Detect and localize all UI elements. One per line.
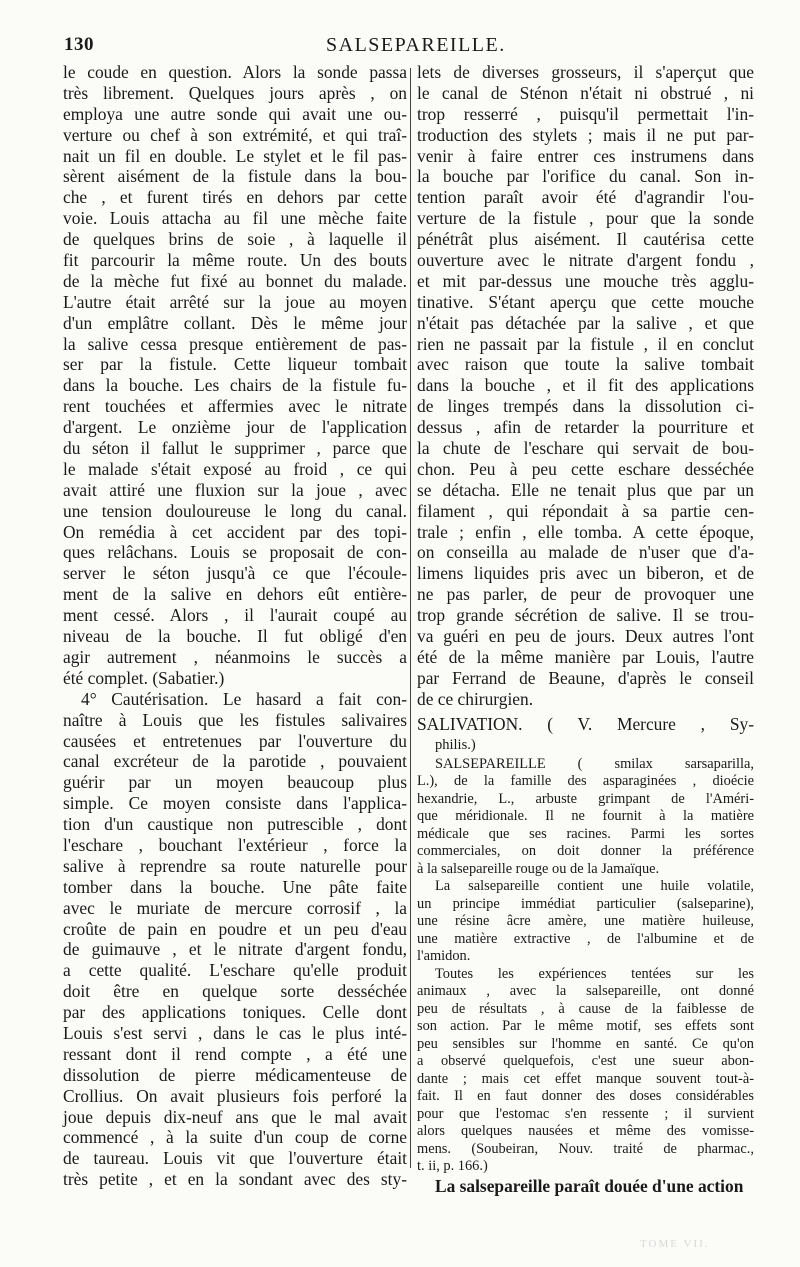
- page-header: [64, 34, 752, 62]
- text-line: de ce chirurgien.: [417, 688, 534, 709]
- text-line: le canal de Sténon n'était ni obstrué , ni: [417, 82, 754, 103]
- right-column: [417, 62, 754, 1196]
- text-line: canal excréteur de la parotide , pouvaient: [63, 751, 407, 772]
- text-line: par Ferrand de Beaune, d'après le conseil: [417, 667, 754, 688]
- left-column: [63, 62, 407, 1190]
- text-line: joue depuis dix-neuf ans que le mal avait: [63, 1106, 407, 1127]
- text-line: peu de résultats , à cause de la faiblesse de: [417, 1000, 754, 1017]
- text-line: et mit par-dessus une mouche très agglu-: [417, 270, 754, 291]
- text-line: d'argent. Le onzième jour de l'application: [63, 417, 407, 438]
- text-line: server le séton jusqu'à ce que l'écoule-: [63, 563, 407, 584]
- text-line: verture de la fistule , pour que la sonde: [417, 208, 754, 229]
- text-line: alors quelques nausées et même des vomisse-: [417, 1123, 754, 1140]
- text-line: nait un fil en double. Le stylet et le fil pas-: [63, 145, 407, 166]
- text-line: agir autrement , néanmoins le succès a: [63, 646, 407, 667]
- salsepareille-entry: [417, 756, 754, 1176]
- text-line: ouverture avec le nitrate d'argent fondu ,: [417, 250, 754, 271]
- text-line: tomber dans la bouche. Une pâte faite: [63, 876, 407, 897]
- text-line: a observé quelquefois, c'est une sueur abon-: [417, 1053, 754, 1070]
- text-line: la salive cessa presque entièrement de pas-: [63, 333, 407, 354]
- text-line: trop grande sécrétion de salive. Il se trou-: [417, 605, 754, 626]
- right-column-text: [417, 62, 754, 710]
- text-line: lets de diverses grosseurs, il s'aperçut que: [417, 62, 754, 82]
- text-line: t. ii, p. 166.): [417, 1158, 488, 1175]
- text-line: commencé , à la suite d'un coup de corne: [63, 1127, 407, 1148]
- text-line: employa une autre sonde qui avait une ou-: [63, 103, 407, 124]
- text-line: avec raison que toute la salive tombait: [417, 354, 754, 375]
- text-line: voie. Louis attacha au fil une mèche faite: [63, 208, 407, 229]
- text-line: dante ; mais cet effet manque souvent tout-à-: [417, 1070, 754, 1087]
- text-line: à la salsepareille rouge ou de la Jamaïque.: [417, 860, 660, 877]
- text-line: SALSEPAREILLE ( smilax sarsaparilla,: [435, 755, 754, 772]
- text-line: de la mèche fut fixé au bonnet du malade.: [63, 270, 407, 291]
- text-line: hexandrie, L., arbuste grimpant de l'Améri-: [417, 790, 754, 807]
- text-line: de taureau. Louis vit que l'ouverture était: [63, 1148, 407, 1169]
- text-line: ment de la salive en dehors eût entière-: [63, 584, 407, 605]
- text-line: rent touchées et affermies avec le nitrate: [63, 396, 407, 417]
- text-line: très petite , et en la sondant avec des sty-: [63, 1169, 407, 1190]
- text-line: la chute de l'eschare qui servait de bou-: [417, 438, 754, 459]
- text-line: avec le muriate de mercure corrosif , la: [63, 897, 407, 918]
- text-line: on conseilla au malade de n'user que d'a-: [417, 542, 754, 563]
- text-line: commerciales, on doit donner la préférence: [417, 843, 754, 860]
- text-line: ne pas parler, de peur de provoquer une: [417, 584, 754, 605]
- text-line: verture ou chef à son extrémité, et qui traî-: [63, 124, 407, 145]
- text-line: limens liquides pris avec un biberon, et de: [417, 563, 754, 584]
- text-line: animaux , avec la salsepareille, ont donné: [417, 983, 754, 1000]
- text-line: troduction des stylets ; mais il ne put par-: [417, 124, 754, 145]
- text-line: que méridionale. Il ne fournit à la matière: [417, 808, 754, 825]
- text-line: causées et entretenues par l'ouverture du: [63, 730, 407, 751]
- text-line: tion d'un caustique non putrescible , dont: [63, 814, 407, 835]
- salivation-entry-line1: SALIVATION. ( V. Mercure , Sy-: [417, 713, 754, 734]
- text-line: a cette qualité. L'eschare qu'elle produit: [63, 960, 407, 981]
- text-line: mens. (Soubeiran, Nouv. traité de pharmac.,: [417, 1140, 754, 1157]
- text-line: ser par la fistule. Cette liqueur tombait: [63, 354, 407, 375]
- text-line: ques relâchans. Louis se proposait de con-: [63, 542, 407, 563]
- footer-signature: TOME VII.: [640, 1238, 710, 1250]
- text-line: la bouche par l'orifice du canal. Son in-: [417, 166, 754, 187]
- page-number: 130: [64, 34, 94, 55]
- text-line: filament , qui répondait à sa partie cen-: [417, 500, 754, 521]
- text-line: de guimauve , et le nitrate d'argent fondu,: [63, 939, 407, 960]
- text-line: d'un emplâtre collant. Dès le même jour: [63, 312, 407, 333]
- text-line: n'était pas détachée par la salive , et que: [417, 312, 754, 333]
- text-line: salive à reprendre sa route naturelle pour: [63, 855, 407, 876]
- text-line: dans la bouche. Les chairs de la fistule fu-: [63, 375, 407, 396]
- text-line: guérir par un moyen beaucoup plus: [63, 772, 407, 793]
- text-line: dessus , afin de retarder la pourriture et: [417, 417, 754, 438]
- text-line: niveau de la bouche. Il fut obligé d'en: [63, 626, 407, 647]
- text-line: l'eschare , bouchant l'extérieur , force la: [63, 834, 407, 855]
- text-line: fait. Il en faut donner des doses considérables: [417, 1088, 754, 1105]
- text-line: chon. Peu à peu cette eschare desséchée: [417, 458, 754, 479]
- text-line: une résine âcre amère, une matière huileuse,: [417, 913, 754, 930]
- text-line: se détacha. Elle ne tenait plus que par un: [417, 479, 754, 500]
- text-line: venir à faire entrer ces instrumens dans: [417, 145, 754, 166]
- right-column-last-line: [417, 1176, 754, 1197]
- running-title: SALSEPAREILLE.: [326, 34, 506, 56]
- text-line: une tension douloureuse le long du canal.: [63, 500, 407, 521]
- text-line: dissolution de pierre médicamenteuse de: [63, 1064, 407, 1085]
- text-line: L.), de la famille des asparaginées , dioécie: [417, 773, 754, 790]
- text-line: rien ne passait par la fistule , il en conclut: [417, 333, 754, 354]
- text-line: le malade s'était exposé au froid , ce qui: [63, 458, 407, 479]
- text-line: pénétrât plus aisément. Il cautérisa cette: [417, 229, 754, 250]
- text-line: trop resserré , puisqu'il permettait l'in-: [417, 103, 754, 124]
- text-line: fit parcourir la même route. Un des bouts: [63, 250, 407, 271]
- text-line: peu sensibles sur l'homme en santé. Ce qu'on: [417, 1035, 754, 1052]
- text-line: doit être en quelque sorte desséchée: [63, 981, 407, 1002]
- text-line: croûte de pain en poudre et un peu d'eau: [63, 918, 407, 939]
- text-line: du séton il fallut le supprimer , parce que: [63, 438, 407, 459]
- text-line: très librement. Quelques jours après , on: [63, 82, 407, 103]
- text-line: tention paraît avoir été d'agrandir l'ou-: [417, 187, 754, 208]
- text-line: tinative. S'étant aperçu que cette mouche: [417, 291, 754, 312]
- text-line: l'amidon.: [417, 948, 471, 965]
- text-line: On remédia à cet accident par des topi-: [63, 521, 407, 542]
- text-line: avait attiré une fluxion sur la joue , avec: [63, 479, 407, 500]
- text-line: médicale que ses racines. Parmi les sortes: [417, 825, 754, 842]
- text-line: ressant dont il rend compte , a été une: [63, 1043, 407, 1064]
- text-line: été de la même manière par Louis, l'autre: [417, 646, 754, 667]
- text-line: un principe immédiat particulier (salseparine),: [417, 895, 754, 912]
- text-line: che , et furent tirés en dehors par cette: [63, 187, 407, 208]
- text-line: dans la bouche , et il fit des applications: [417, 375, 754, 396]
- text-line: pour que l'estomac s'en ressente ; il survient: [417, 1105, 754, 1122]
- text-line: trale ; enfin , elle tomba. A cette époque,: [417, 521, 754, 542]
- text-line: La salsepareille contient une huile volatile,: [435, 878, 754, 895]
- text-line: L'autre était arrêté sur la joue au moyen: [63, 291, 407, 312]
- text-line: Toutes les expériences tentées sur les: [435, 965, 754, 982]
- text-line: 4° Cautérisation. Le hasard a fait con-: [81, 688, 407, 709]
- text-line: été complet. (Sabatier.): [63, 667, 225, 688]
- text-line: de linges trempés dans la dissolution ci-: [417, 396, 754, 417]
- column-divider: [410, 68, 411, 1168]
- text-line: une matière extractive , de l'albumine et de: [417, 930, 754, 947]
- text-line: ment cessé. Alors , il l'aurait coupé au: [63, 605, 407, 626]
- text-line: simple. Ce moyen consiste dans l'applica-: [63, 793, 407, 814]
- text-line: de quelques brins de soie , à laquelle il: [63, 229, 407, 250]
- text-line: le coude en question. Alors la sonde passa: [63, 62, 407, 82]
- text-line: par des applications toniques. Celle dont: [63, 1002, 407, 1023]
- closing-line: La salsepareille paraît douée d'une action: [435, 1175, 744, 1196]
- text-line: Louis s'est servi , dans le cas le plus inté-: [63, 1022, 407, 1043]
- text-line: va guéri en peu de jours. Deux autres l'ont: [417, 626, 754, 647]
- text-line: naître à Louis que les fistules salivaires: [63, 709, 407, 730]
- text-line: sèrent aisément de la fistule dans la bou-: [63, 166, 407, 187]
- salivation-entry-line2: philis.): [435, 736, 476, 753]
- text-line: son action. Par le même motif, ses effets sont: [417, 1018, 754, 1035]
- text-line: Crollius. On avait plusieurs fois perforé la: [63, 1085, 407, 1106]
